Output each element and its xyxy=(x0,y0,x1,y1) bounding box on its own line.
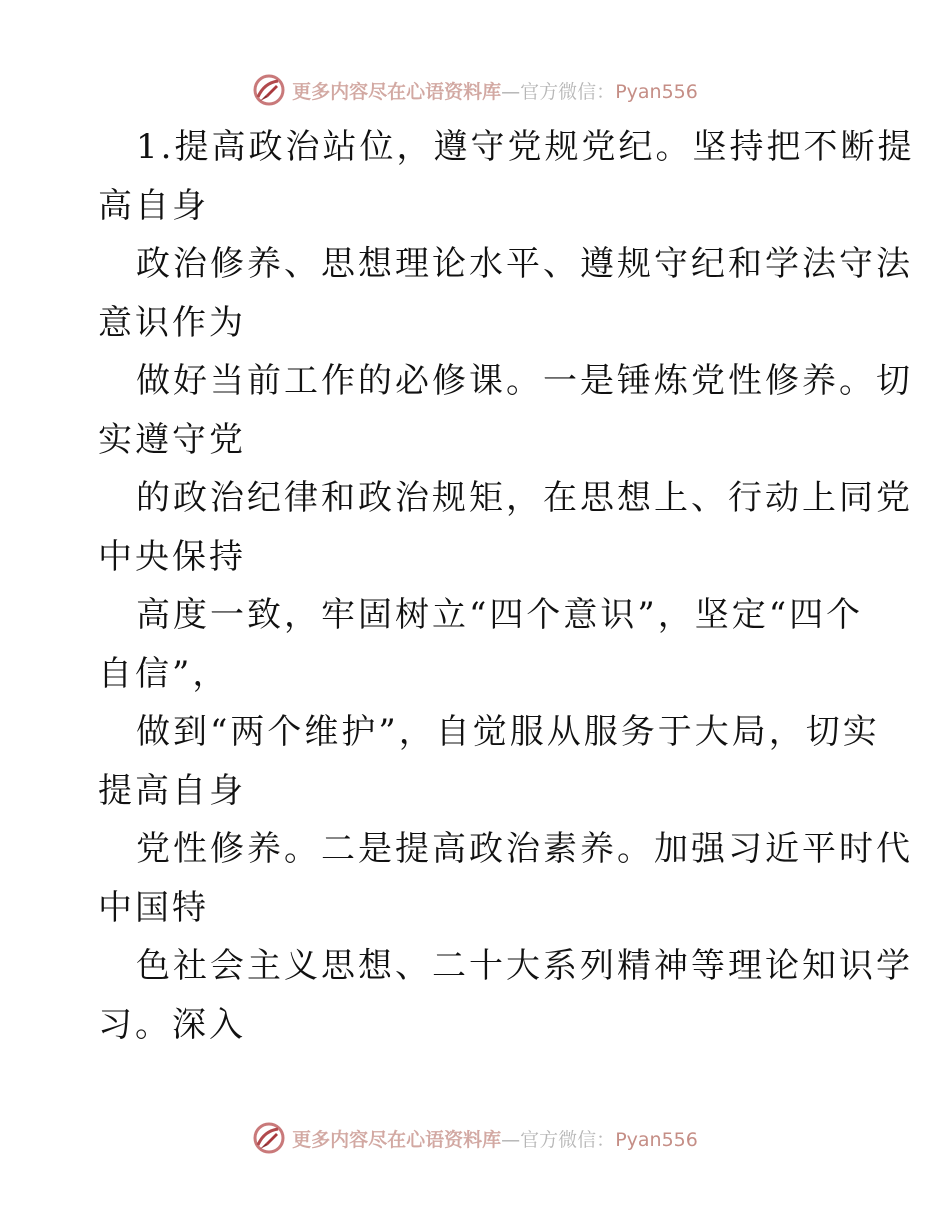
text-line: 提高自身 xyxy=(98,770,246,811)
text-line: 中央保持 xyxy=(98,536,246,577)
text-line: 意识作为 xyxy=(98,302,246,343)
watermark-dash: — xyxy=(501,1128,521,1151)
body-text xyxy=(98,118,915,1054)
watermark-wechat-id: Pyan556 xyxy=(615,80,698,103)
text-line: 政治修养、思想理论水平、遵规守纪和学法守法 xyxy=(136,244,913,284)
watermark-text xyxy=(292,77,698,104)
text-line: 做好当前工作的必修课。一是锤炼党性修养。切 xyxy=(136,361,913,401)
header-watermark xyxy=(0,70,950,110)
text-line: 的政治纪律和政治规矩，在思想上、行动上同党 xyxy=(136,478,913,518)
watermark-wechat-id: Pyan556 xyxy=(615,1128,698,1151)
watermark-site: 更多内容尽在心语资料库 xyxy=(292,80,502,103)
footer-watermark xyxy=(0,1118,950,1158)
watermark-wechat-label: 官方微信： xyxy=(520,1128,616,1151)
watermark-dash: — xyxy=(501,80,521,103)
text-line: 1.提高政治站位，遵守党规党纪。坚持把不断提 xyxy=(136,127,915,167)
pen-logo-icon xyxy=(252,73,286,107)
text-line: 色社会主义思想、二十大系列精神等理论知识学 xyxy=(136,946,913,986)
watermark-site: 更多内容尽在心语资料库 xyxy=(292,1128,502,1151)
text-line: 高度一致，牢固树立“四个意识”，坚定“四个 xyxy=(136,595,864,635)
watermark-text xyxy=(292,1125,698,1152)
text-line: 中国特 xyxy=(98,887,209,928)
text-line: 做到“两个维护”，自觉服从服务于大局，切实 xyxy=(136,712,880,752)
text-line: 自信”， xyxy=(98,653,230,694)
pen-logo-icon xyxy=(252,1121,286,1155)
text-line: 高自身 xyxy=(98,185,209,226)
text-line: 党性修养。二是提高政治素养。加强习近平时代 xyxy=(136,829,913,869)
text-line: 习。深入 xyxy=(98,1004,246,1045)
watermark-wechat-label: 官方微信： xyxy=(520,80,616,103)
text-line: 实遵守党 xyxy=(98,419,246,460)
